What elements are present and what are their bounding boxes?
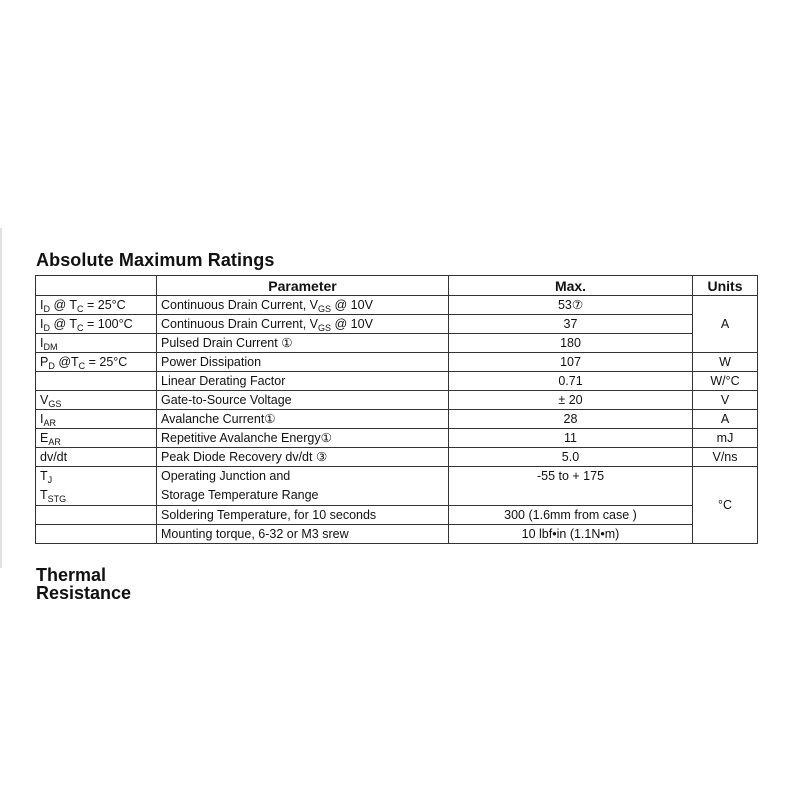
unit-cell: V — [693, 391, 758, 410]
table-row — [36, 506, 758, 525]
parameter-cell: Peak Diode Recovery dv/dt ③ — [157, 448, 449, 467]
parameter-cell: Operating Junction and Storage Temperature Range — [157, 467, 449, 506]
max-cell: ± 20 — [449, 391, 693, 410]
parameter-cell: Gate-to-Source Voltage — [157, 391, 449, 410]
table-row — [36, 372, 758, 391]
parameter-header: Parameter — [157, 276, 449, 296]
page-edge-rule — [0, 228, 2, 568]
symbol-cell — [36, 525, 157, 544]
parameter-cell: Repetitive Avalanche Energy① — [157, 429, 449, 448]
max-cell: -55 to + 175 — [449, 467, 693, 506]
symbol-cell — [36, 506, 157, 525]
unit-cell: °C — [693, 467, 758, 544]
parameter-cell: Power Dissipation — [157, 353, 449, 372]
parameter-cell: Mounting torque, 6-32 or M3 srew — [157, 525, 449, 544]
unit-cell: V/ns — [693, 448, 758, 467]
max-cell: 180 — [449, 334, 693, 353]
symbol-cell: $P_D$ $@T_C = 25^\circ C$ — [36, 353, 157, 372]
symbol-cell: dv/dt — [36, 448, 157, 467]
unit-cell: W/°C — [693, 372, 758, 391]
unit-cell: mJ — [693, 429, 758, 448]
parameter-cell: Linear Derating Factor — [157, 372, 449, 391]
absolute-maximum-ratings-table — [35, 275, 758, 544]
max-cell: 107 — [449, 353, 693, 372]
symbol-cell: $I_{AR}$ — [36, 410, 157, 429]
max-cell: 300 (1.6mm from case ) — [449, 506, 693, 525]
units-header: Units — [693, 276, 758, 296]
parameter-cell: Pulsed Drain Current ① — [157, 334, 449, 353]
symbol-cell: $T_J$ $T_{STG}$ — [36, 467, 157, 506]
symbol-cell: $I_{DM}$ — [36, 334, 157, 353]
parameter-cell: Continuous Drain Current, $V_{GS}$ @ 10V — [157, 296, 449, 315]
symbol-cell: $I_D$ @ $T_C = 25^\circ C$ — [36, 296, 157, 315]
table-row — [36, 410, 758, 429]
max-cell: 37 — [449, 315, 693, 334]
max-header: Max. — [449, 276, 693, 296]
table-row — [36, 296, 758, 315]
max-cell: 11 — [449, 429, 693, 448]
table-row — [36, 525, 758, 544]
table-row — [36, 315, 758, 334]
parameter-cell: Avalanche Current① — [157, 410, 449, 429]
max-cell: 10 lbf•in (1.1N•m) — [449, 525, 693, 544]
symbol-header — [36, 276, 157, 296]
section-title: Absolute Maximum Ratings — [36, 250, 275, 270]
unit-cell: A — [693, 296, 758, 353]
parameter-cell: Soldering Temperature, for 10 seconds — [157, 506, 449, 525]
table-row — [36, 353, 758, 372]
symbol-cell: $I_D$ @ $T_C = 100^\circ C$ — [36, 315, 157, 334]
table-row — [36, 334, 758, 353]
table-header-row — [36, 276, 758, 296]
parameter-cell: Continuous Drain Current, $V_{GS}$ @ 10V — [157, 315, 449, 334]
symbol-cell: $V_{GS}$ — [36, 391, 157, 410]
unit-cell: A — [693, 410, 758, 429]
max-cell: 53⑦ — [449, 296, 693, 315]
table-row — [36, 391, 758, 410]
table-row — [36, 448, 758, 467]
symbol-cell: $E_{AR}$ — [36, 429, 157, 448]
table-row — [36, 429, 758, 448]
unit-cell: W — [693, 353, 758, 372]
next-section-title-cutoff: Thermal Resistance — [36, 565, 132, 603]
max-cell: 28 — [449, 410, 693, 429]
max-cell: 0.71 — [449, 372, 693, 391]
symbol-cell — [36, 372, 157, 391]
max-cell: 5.0 — [449, 448, 693, 467]
